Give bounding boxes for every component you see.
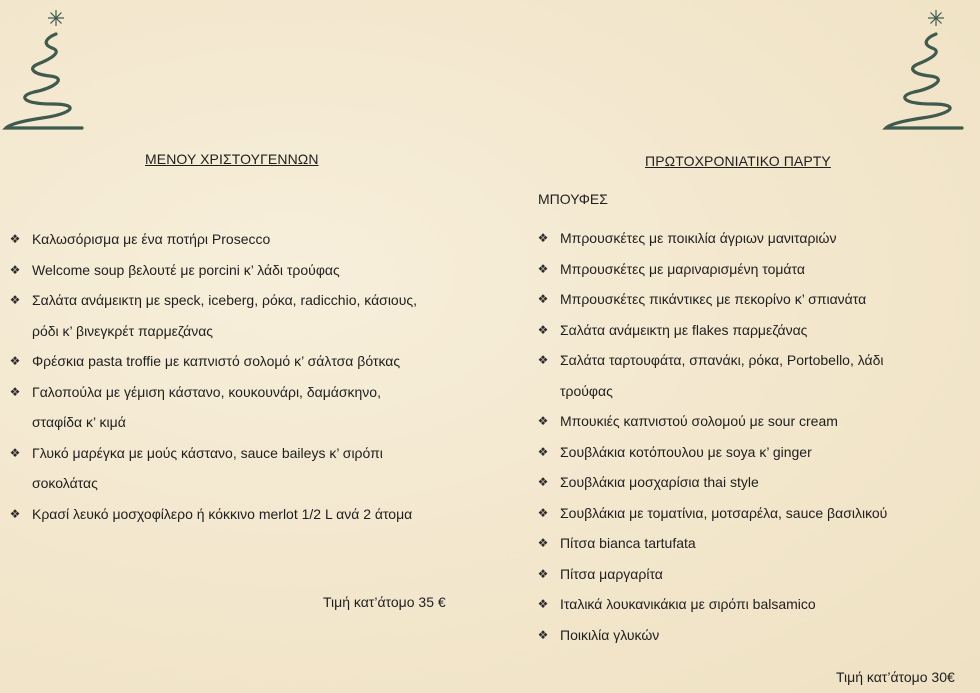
diamond-bullet-icon: ❖: [9, 232, 21, 246]
menu-item: [534, 498, 887, 529]
diamond-bullet-icon: ❖: [9, 262, 21, 277]
menu-item-text: Σαλάτα ανάμεικτη με speck, iceberg, ρόκα, radicchio, κάσιους,: [32, 292, 418, 308]
star-icon: [48, 10, 64, 26]
diamond-bullet-icon: ❖: [537, 353, 549, 367]
menu-item: [6, 285, 417, 316]
menu-item: [534, 315, 887, 346]
diamond-bullet-icon: ❖: [537, 627, 549, 642]
menu-item-text: Κρασί λευκό μοσχοφίλερο ή κόκκινο merlot 1/2 L ανά 2 άτομα: [32, 505, 413, 522]
menu-item: [534, 254, 887, 285]
menu-item: [6, 346, 417, 377]
diamond-bullet-icon: ❖: [537, 292, 549, 306]
menu-item-text: Μπουκιές καπνιστού σολομού με sour cream: [560, 413, 838, 429]
menu-item-text: σταφίδα κ’ κιμά: [32, 414, 126, 430]
menu-item-text: Σουβλάκια κοτόπουλου με soya κ’ ginger: [560, 443, 812, 460]
menu-item-text: Welcome soup βελουτέ με porcini κ’ λάδι τρούφας: [32, 261, 340, 278]
diamond-bullet-icon: ❖: [537, 231, 549, 245]
diamond-bullet-icon: ❖: [537, 322, 549, 337]
diamond-bullet-icon: ❖: [9, 445, 21, 460]
diamond-bullet-icon: ❖: [9, 293, 21, 307]
menu-item: [534, 589, 887, 620]
menu-item-continuation: [6, 407, 417, 438]
menu-item: [6, 499, 417, 530]
menu-item-text: Σουβλάκια με τοματίνια, μοτσαρέλα, sauce βασιλικού: [560, 504, 888, 521]
menu-item-text: Πίτσα bianca tartufata: [560, 535, 696, 551]
menu-item: [534, 284, 887, 315]
menu-item-text: τρούφας: [560, 382, 613, 399]
menu-item-text: Ιταλικά λουκανικάκια με σιρόπι balsamico: [560, 596, 816, 612]
menu-item: [6, 255, 417, 286]
diamond-bullet-icon: ❖: [537, 505, 549, 520]
menu-item-text: Πίτσα μαργαρίτα: [560, 565, 663, 582]
menu-item-continuation: [6, 316, 417, 347]
menu-item: [534, 223, 887, 254]
menu-item-text: Μπρουσκέτες πικάντικες με πεκορίνο κ’ σπιανάτα: [560, 291, 867, 307]
menu-item-text: Καλωσόρισμα με ένα ποτήρι Prosecco: [32, 231, 271, 247]
christmas-tree-right-icon: [882, 8, 964, 134]
buffet-menu-list: [534, 223, 887, 650]
menu-item-text: Φρέσκια pasta troffie με καπνιστό σολομό κ’ σάλτσα βότκας: [32, 353, 401, 369]
diamond-bullet-icon: ❖: [9, 384, 21, 399]
menu-item-text: Μπρουσκέτες με μαριναρισμένη τομάτα: [560, 260, 805, 277]
menu-item: [6, 438, 417, 469]
menu-item: [534, 406, 887, 437]
menu-item-text: Γαλοπούλα με γέμιση κάστανο, κουκουνάρι, δαμάσκηνο,: [32, 383, 381, 400]
menu-item-text: Μπρουσκέτες με ποικιλία άγριων μανιταριών: [560, 230, 837, 246]
christmas-menu-title: ΜΕΝΟΥ ΧΡΙΣΤΟΥΓΕΝΝΩΝ: [145, 151, 319, 167]
menu-item-text: ρόδι κ’ βινεγκρέτ παρμεζάνας: [32, 322, 214, 339]
diamond-bullet-icon: ❖: [537, 414, 549, 428]
party-price: Τιμή κατ’άτομο 30€: [836, 669, 955, 685]
menu-item: [534, 467, 887, 498]
diamond-bullet-icon: ❖: [537, 566, 549, 581]
menu-item-text: Σαλάτα ανάμεικτη με flakes παρμεζάνας: [560, 321, 808, 338]
diamond-bullet-icon: ❖: [537, 475, 549, 489]
menu-item: [534, 528, 887, 559]
menu-item-text: Ποικιλία γλυκών: [560, 626, 660, 643]
diamond-bullet-icon: ❖: [9, 354, 21, 368]
buffet-subheading: ΜΠΟΥΦΕΣ: [538, 191, 608, 207]
diamond-bullet-icon: ❖: [537, 261, 549, 276]
menu-item-continuation: [6, 468, 417, 499]
menu-item: [6, 377, 417, 408]
christmas-menu-list: [6, 224, 417, 529]
menu-item-text: Σουβλάκια μοσχαρίσια thai style: [560, 474, 759, 490]
menu-item-text: Σαλάτα ταρτουφάτα, σπανάκι, ρόκα, Portobello, λάδι: [560, 352, 884, 368]
menu-item: [534, 559, 887, 590]
menu-item: [534, 437, 887, 468]
new-year-party-title: ΠΡΩΤΟΧΡΟΝΙΑΤΙΚΟ ΠΑΡΤΥ: [645, 153, 831, 169]
diamond-bullet-icon: ❖: [537, 597, 549, 611]
menu-item-text: σοκολάτας: [32, 475, 98, 491]
menu-item-text: Γλυκό μαρέγκα με μούς κάστανο, sauce baileys κ’ σιρόπι: [32, 444, 383, 461]
star-icon: [928, 10, 944, 26]
diamond-bullet-icon: ❖: [9, 506, 21, 521]
menu-item: [534, 345, 887, 376]
christmas-menu-price: Τιμή κατ’άτομο 35 €: [323, 594, 446, 610]
menu-item-continuation: [534, 376, 887, 407]
diamond-bullet-icon: ❖: [537, 536, 549, 550]
diamond-bullet-icon: ❖: [537, 444, 549, 459]
christmas-tree-left-icon: [2, 8, 84, 134]
menu-item: [534, 620, 887, 651]
menu-item: [6, 224, 417, 255]
